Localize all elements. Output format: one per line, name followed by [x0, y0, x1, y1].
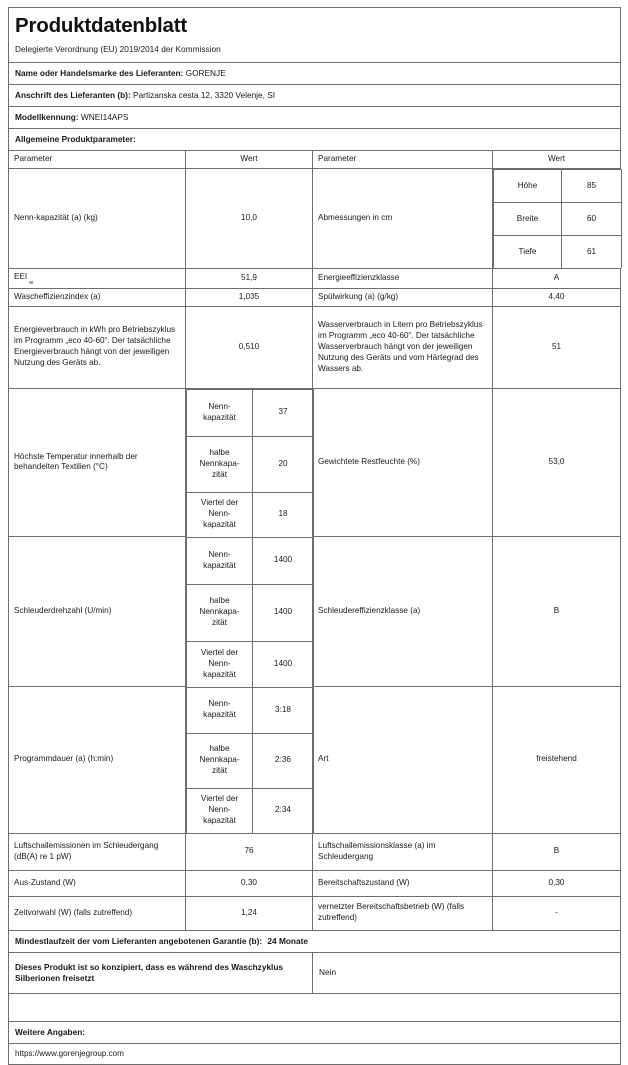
temperature-row-quarter: [187, 492, 314, 537]
supplier-name-value: GORENJE: [185, 68, 226, 79]
residual-moisture-param: Gewichtete Restfeuchte (%): [313, 388, 493, 537]
spin-label-full: Nenn-kapazität: [187, 537, 253, 584]
temperature-label-half: halbe Nennkapa-zität: [187, 436, 253, 492]
off-mode-param: Aus-Zustand (W): [9, 870, 186, 896]
dimensions-param: Abmessungen in cm: [313, 169, 493, 269]
column-header-row: [9, 151, 621, 169]
type-param: Art: [313, 687, 493, 834]
spin-label-quarter: Viertel der Nenn-kapazität: [187, 641, 253, 687]
dimensions-subtable: [493, 169, 622, 268]
capacity-dimensions-row: [9, 169, 621, 269]
duration-row-half: [187, 733, 314, 788]
model-value: WNEI14APS: [80, 112, 129, 123]
dimension-value-depth: 61: [562, 236, 622, 269]
delay-start-param: Zeitvorwahl (W) (falls zutreffend): [9, 896, 186, 930]
further-info-label: Weitere Angaben:: [9, 1021, 621, 1043]
spin-value-half: 1400: [253, 584, 314, 641]
capacity-value: 10,0: [186, 169, 313, 269]
blank-row: [9, 993, 621, 1021]
header-param-right: Parameter: [313, 151, 493, 169]
warranty-row: [9, 930, 621, 952]
duration-value-half: 2:36: [253, 733, 314, 788]
dimension-label-width: Breite: [494, 203, 562, 236]
page-subtitle: Delegierte Verordnung (EU) 2019/2014 der Kommission: [15, 43, 221, 54]
warranty-cell: [9, 930, 621, 952]
duration-row-quarter: [187, 788, 314, 833]
delay-start-value: 1,24: [186, 896, 313, 930]
water-consumption-param: Wasserverbrauch in Litern pro Betriebszyklus im Programm „eco 40-60“. Der tatsächliche Wasserverbrauch hängt von der jeweiligen Nutzung des Geräts und vom Härtegrad des Wassers ab.: [313, 306, 493, 388]
supplier-name-cell: [9, 63, 621, 85]
eei-param: [9, 269, 186, 289]
capacity-param: Nenn-kapazität (a) (kg): [9, 169, 186, 269]
temperature-moisture-row: [9, 388, 621, 537]
temperature-row-full: [187, 389, 314, 436]
program-duration-subtable: [186, 687, 314, 833]
temperature-value-quarter: 18: [253, 492, 314, 537]
general-parameters-label: Allgemeine Produktparameter:: [9, 129, 621, 151]
dimension-row-height: [494, 170, 622, 203]
dimension-value-height: 85: [562, 170, 622, 203]
warranty-value: 24 Monate: [267, 935, 308, 946]
model-cell: [9, 107, 621, 129]
supplier-name-label: Name oder Handelsmarke des Lieferanten:: [15, 68, 184, 79]
standby-mode-value: 0,30: [493, 870, 621, 896]
standby-mode-param: Bereitschaftszustand (W): [313, 870, 493, 896]
consumption-row: [9, 306, 621, 388]
warranty-label: Mindestlaufzeit der vom Lieferanten angebotenen Garantie (b):: [15, 935, 263, 946]
spin-row-half: [187, 584, 314, 641]
temperature-value-half: 20: [253, 436, 314, 492]
eei-energyclass-row: [9, 269, 621, 289]
supplier-address-row: [9, 85, 621, 107]
max-temperature-subtable: [186, 389, 314, 537]
supplier-address-label: Anschrift des Lieferanten (b):: [15, 90, 131, 101]
noise-value: 76: [186, 833, 313, 870]
eei-label: EEI: [14, 272, 28, 282]
water-consumption-value: 51: [493, 306, 621, 388]
spin-value-full: 1400: [253, 537, 314, 584]
duration-value-quarter: 2:34: [253, 788, 314, 833]
dimension-label-height: Höhe: [494, 170, 562, 203]
supplier-website-url[interactable]: https://www.gorenjegroup.com: [9, 1043, 621, 1065]
header-value-right: Wert: [493, 151, 621, 169]
dimension-row-width: [494, 203, 622, 236]
duration-row-full: [187, 687, 314, 733]
energy-class-value: A: [493, 269, 621, 289]
max-temperature-subtable-cell: [186, 388, 313, 537]
general-parameters-row: [9, 129, 621, 151]
noise-param: Luftschallemissionen im Schleudergang (dB(A) re 1 pW): [9, 833, 186, 870]
supplier-name-row: [9, 63, 621, 85]
url-row: [9, 1043, 621, 1065]
noise-row: [9, 833, 621, 870]
header-param-left: Parameter: [9, 151, 186, 169]
noise-class-value: B: [493, 833, 621, 870]
wash-efficiency-value: 1,035: [186, 288, 313, 306]
program-duration-param: Programmdauer (a) (h:min): [9, 687, 186, 834]
blank-cell: [9, 993, 621, 1021]
noise-class-param: Luftschallemissionsklasse (a) im Schleudergang: [313, 833, 493, 870]
energy-consumption-value: 0,510: [186, 306, 313, 388]
supplier-address-cell: [9, 85, 621, 107]
duration-label-quarter: Viertel der Nenn-kapazität: [187, 788, 253, 833]
spin-row: [9, 537, 621, 687]
wash-efficiency-param: Wascheffizienzindex (a): [9, 288, 186, 306]
dimensions-subtable-cell: [493, 169, 621, 269]
max-temperature-param: Höchste Temperatur innerhalb der behandelten Textilien (°C): [9, 388, 186, 537]
duration-label-full: Nenn-kapazität: [187, 687, 253, 733]
duration-label-half: halbe Nennkapa-zität: [187, 733, 253, 788]
offmode-standby-row: [9, 870, 621, 896]
page-title: Produktdatenblatt: [15, 14, 187, 37]
dimension-label-depth: Tiefe: [494, 236, 562, 269]
dimension-value-width: 60: [562, 203, 622, 236]
delaystart-networked-row: [9, 896, 621, 930]
header-value-left: Wert: [186, 151, 313, 169]
temperature-label-quarter: Viertel der Nenn-kapazität: [187, 492, 253, 537]
temperature-row-half: [187, 436, 314, 492]
type-value: freistehend: [493, 687, 621, 834]
product-fiche-table: [8, 7, 621, 1065]
spin-row-full: [187, 537, 314, 584]
spin-class-value: B: [493, 537, 621, 687]
model-label: Modellkennung:: [15, 112, 79, 123]
program-duration-subtable-cell: [186, 687, 313, 834]
eei-value: 51,9: [186, 269, 313, 289]
rinsing-param: Spülwirkung (a) (g/kg): [313, 288, 493, 306]
silver-ions-label: Dieses Produkt ist so konzipiert, dass es während des Waschzyklus Silberionen freisetzt: [9, 952, 313, 993]
silver-ions-row: [9, 952, 621, 993]
residual-moisture-value: 53,0: [493, 388, 621, 537]
duration-type-row: [9, 687, 621, 834]
title-cell: [9, 8, 621, 63]
duration-value-full: 3:18: [253, 687, 314, 733]
spin-speed-subtable: [186, 537, 314, 687]
networked-standby-param: vernetzter Bereitschaftsbetrieb (W) (falls zutreffend): [313, 896, 493, 930]
title-row: [9, 8, 621, 63]
temperature-value-full: 37: [253, 389, 314, 436]
spin-class-param: Schleudereffizienzklasse (a): [313, 537, 493, 687]
temperature-label-full: Nenn-kapazität: [187, 389, 253, 436]
spin-value-quarter: 1400: [253, 641, 314, 687]
further-info-row: [9, 1021, 621, 1043]
washefficiency-rinsing-row: [9, 288, 621, 306]
spin-label-half: halbe Nennkapa-zität: [187, 584, 253, 641]
off-mode-value: 0,30: [186, 870, 313, 896]
spin-speed-subtable-cell: [186, 537, 313, 687]
supplier-address-value: Partizanska cesta 12, 3320 Velenje, SI: [133, 90, 276, 101]
networked-standby-value: -: [493, 896, 621, 930]
model-row: [9, 107, 621, 129]
spin-row-quarter: [187, 641, 314, 687]
silver-ions-value: Nein: [313, 952, 621, 993]
dimension-row-depth: [494, 236, 622, 269]
product-fiche-page: [0, 7, 628, 1058]
spin-speed-param: Schleuderdrehzahl (U/min): [9, 537, 186, 687]
energy-class-param: Energieeffizienzklasse: [313, 269, 493, 289]
energy-consumption-param: Energieverbrauch in kWh pro Betriebszyklus im Programm „eco 40-60“. Der tatsächliche Energieverbrauch hängt von der jeweiligen Nutzung des Geräts ab.: [9, 306, 186, 388]
eei-subscript: w: [29, 279, 34, 286]
rinsing-value: 4,40: [493, 288, 621, 306]
